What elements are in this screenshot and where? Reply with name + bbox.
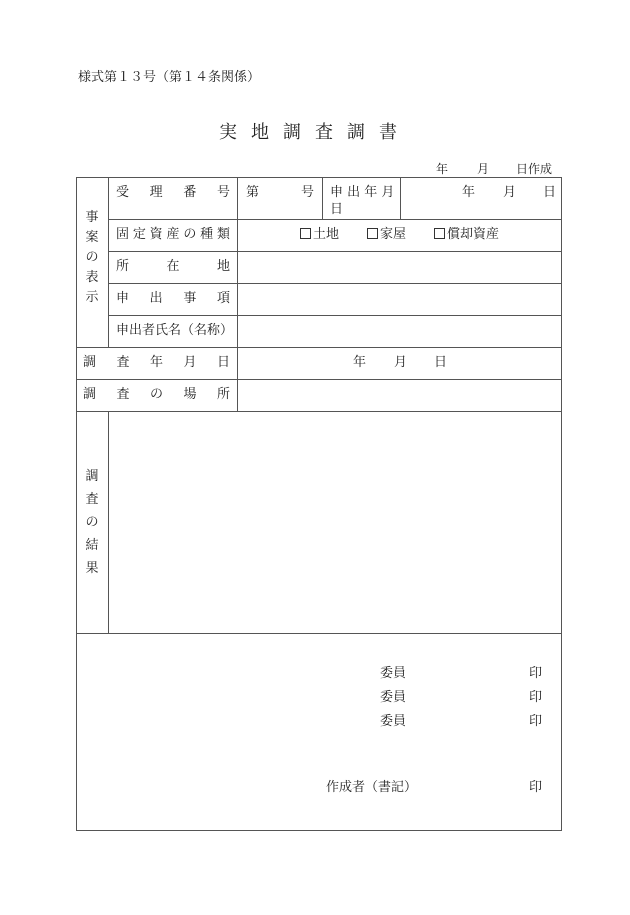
checkbox-icon [367, 228, 378, 239]
application-year: 年 [462, 185, 476, 200]
survey-day: 日 [434, 355, 448, 370]
member-seal-1: 印 [529, 666, 543, 681]
form-number: 様式第１３号（第１４条関係） [78, 70, 261, 85]
receipt-number-label: 受 理 番 号 [116, 185, 230, 200]
applicant-name-label: 申出者氏名（名称） [116, 323, 234, 338]
survey-month: 月 [394, 355, 408, 370]
checkbox-icon [300, 228, 311, 239]
survey-result-field[interactable] [109, 412, 561, 633]
request-matters-label: 申 出 事 項 [116, 291, 230, 306]
member-label-2: 委員 [380, 690, 407, 705]
member-seal-3: 印 [529, 714, 543, 729]
asset-type-label: 固 定 資 産 の 種 類 [116, 227, 230, 242]
created-day: 日作成 [516, 162, 553, 176]
survey-date-label: 調 査 年 月 日 [83, 355, 230, 370]
survey-result-label: 調 査 の 結 果 [85, 469, 99, 576]
survey-place-label: 調 査 の 場 所 [83, 387, 230, 402]
location-field[interactable] [238, 252, 561, 283]
member-seal-2: 印 [529, 690, 543, 705]
receipt-number-prefix: 第 [246, 185, 260, 200]
asset-type-option-depreciable[interactable]: 償却資産 [434, 227, 499, 243]
author-label: 作成者（書記） [326, 780, 418, 795]
survey-year: 年 [353, 355, 367, 370]
document-title: 実地調査調書 [219, 122, 411, 143]
application-day: 日 [543, 185, 557, 200]
member-label-1: 委員 [380, 666, 407, 681]
checkbox-icon [434, 228, 445, 239]
case-section-label: 事 案 の 表 示 [85, 210, 99, 305]
application-month: 月 [503, 185, 517, 200]
location-label: 所 在 地 [116, 259, 230, 274]
asset-type-option-house[interactable]: 家屋 [367, 227, 406, 243]
applicant-name-field[interactable] [238, 316, 561, 347]
author-seal: 印 [529, 780, 543, 795]
member-label-3: 委員 [380, 714, 407, 729]
request-matters-field[interactable] [238, 284, 561, 315]
asset-type-option-land[interactable]: 土地 [300, 227, 339, 243]
receipt-number-suffix: 号 [301, 185, 315, 200]
survey-place-field[interactable] [238, 380, 561, 411]
created-year: 年 [436, 162, 449, 176]
created-month: 月 [477, 162, 490, 176]
